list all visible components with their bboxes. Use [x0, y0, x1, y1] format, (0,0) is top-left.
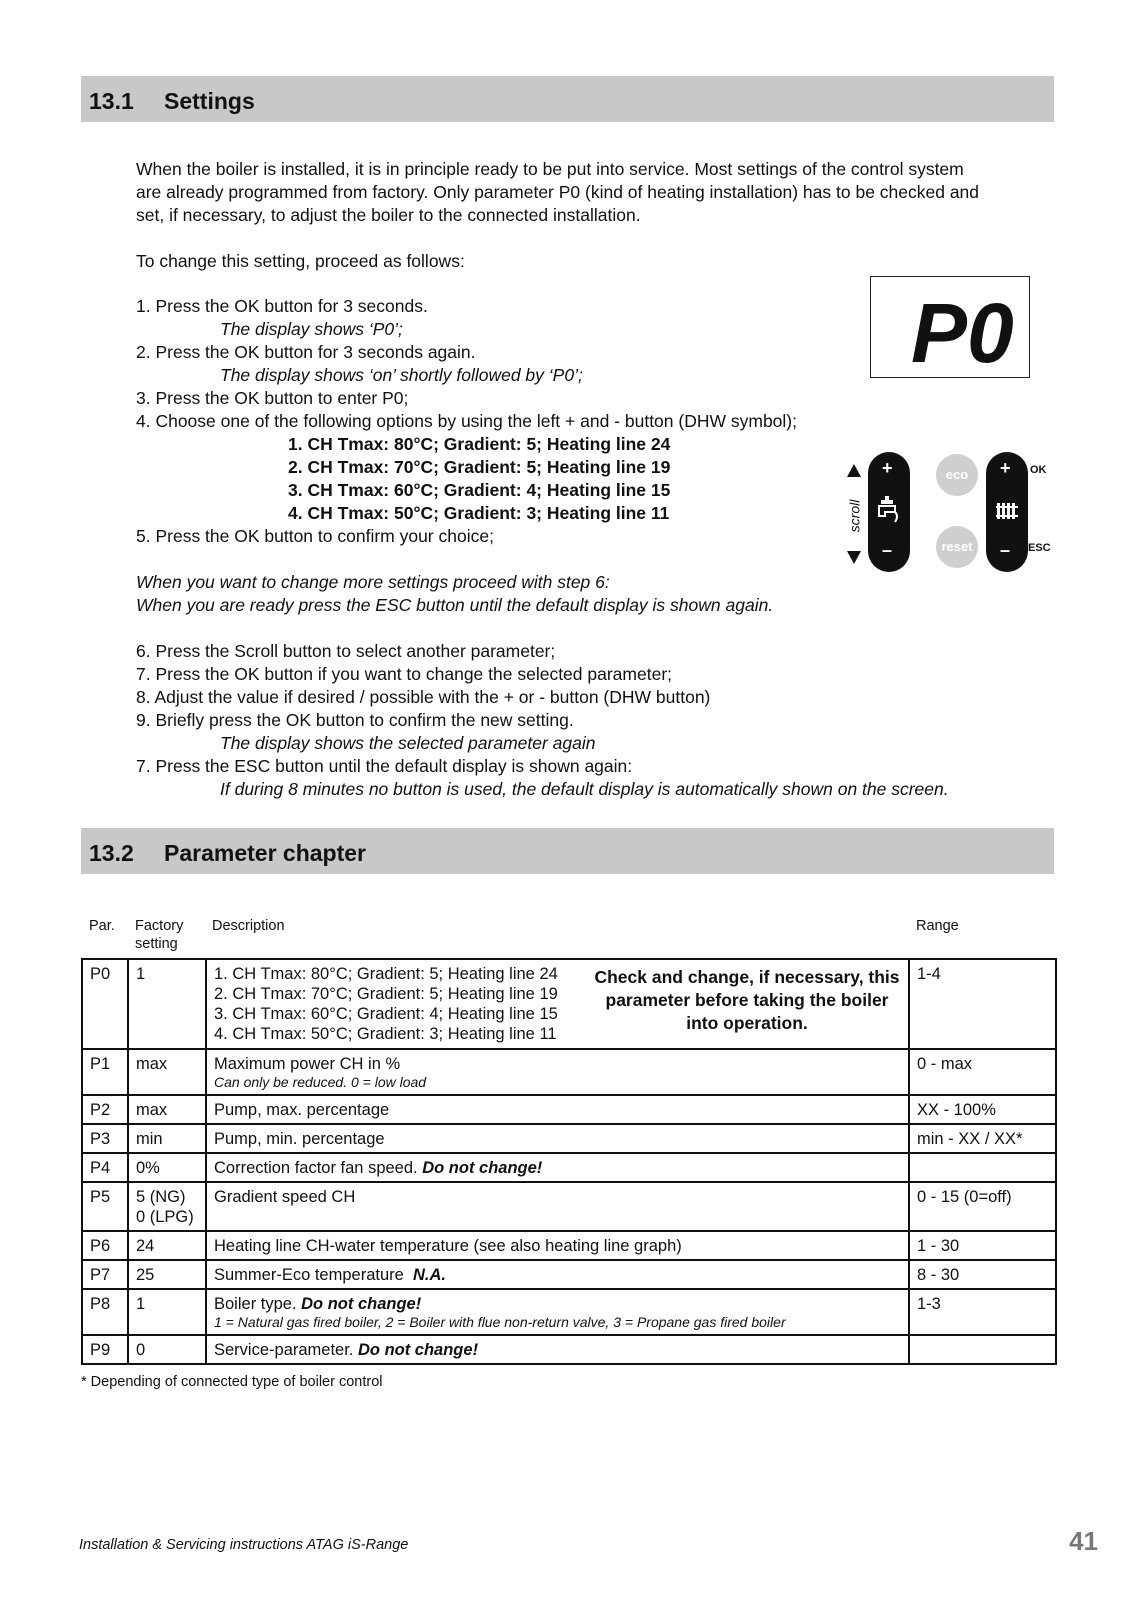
cell-factory: max — [128, 1049, 206, 1095]
dhw-minus-button[interactable]: – — [882, 540, 893, 560]
step-9-note: The display shows the selected parameter again — [220, 733, 596, 753]
description-text: Summer-Eco temperature — [214, 1266, 413, 1284]
description-warning: Do not change! — [301, 1295, 422, 1313]
cell-range: 8 - 30 — [909, 1260, 1056, 1289]
table-row — [82, 1049, 1056, 1095]
intro-line-3: set, if necessary, to adjust the boiler to the connected installation. — [136, 205, 641, 225]
description-subtext: 1 = Natural gas fired boiler, 2 = Boiler with flue non-return valve, 3 = Propane gas fired boiler — [214, 1314, 786, 1330]
cell-par: P6 — [82, 1231, 128, 1260]
step-9: 9. Briefly press the OK button to confirm the new setting. — [136, 710, 574, 730]
ch-button-pill[interactable] — [986, 452, 1028, 572]
intro-line-2: are already programmed from factory. Only parameter P0 (kind of heating installation) has to be checked and — [136, 182, 980, 202]
step-1: 1. Press the OK button for 3 seconds. — [136, 296, 428, 316]
cell-par: P3 — [82, 1124, 128, 1153]
scroll-label: scroll — [846, 499, 863, 533]
description-warning: Do not change! — [357, 1341, 479, 1359]
dhw-button-pill[interactable] — [868, 452, 910, 572]
cell-factory: 1 — [128, 1289, 206, 1335]
col-header-par: Par. — [89, 918, 115, 934]
description-warning: N.A. — [412, 1266, 446, 1284]
col-header-range: Range — [916, 918, 959, 934]
cell-factory: 0 — [128, 1335, 206, 1364]
lcd-display-graphic — [871, 277, 1028, 376]
cell-par: P4 — [82, 1153, 128, 1182]
step-7: 7. Press the OK button if you want to change the selected parameter; — [136, 664, 673, 684]
table-row — [82, 1231, 1056, 1260]
col-header-description: Description — [212, 918, 285, 934]
p0-option-4: 4. CH Tmax: 50°C; Gradient: 3; Heating line 11 — [214, 1025, 557, 1043]
radiator-icon — [995, 500, 1019, 522]
footer-text: Installation & Servicing instructions ATAG iS-Range — [79, 1537, 409, 1553]
esc-label: ESC — [1028, 542, 1051, 554]
ch-minus-button[interactable]: – — [1000, 540, 1011, 560]
cell-factory: 25 — [128, 1260, 206, 1289]
step-6: 6. Press the Scroll button to select another parameter; — [136, 641, 556, 661]
table-row — [82, 1124, 1056, 1153]
step-2-note: The display shows ‘on’ shortly followed by ‘P0’; — [220, 365, 583, 385]
factory-lpg: 0 (LPG) — [136, 1208, 194, 1226]
cell-range: 0 - max — [909, 1049, 1056, 1095]
step-4: 4. Choose one of the following options by using the left + and - button (DHW symbol); — [136, 411, 797, 431]
step-esc-note: If during 8 minutes no button is used, the default display is automatically shown on the screen. — [220, 779, 949, 799]
option-3: 3. CH Tmax: 60°C; Gradient: 4; Heating line 15 — [288, 480, 671, 500]
cell-par: P5 — [82, 1182, 128, 1231]
cell-description: Pump, min. percentage — [206, 1124, 909, 1153]
cell-factory: 1 — [128, 959, 206, 1049]
intro-line-1: When the boiler is installed, it is in principle ready to be put into service. Most settings of the control system — [136, 159, 964, 179]
cell-factory: min — [128, 1124, 206, 1153]
step-8: 8. Adjust the value if desired / possible with the + or - button (DHW button) — [136, 687, 711, 707]
cell-description — [206, 959, 909, 1049]
cell-description: Pump, max. percentage — [206, 1095, 909, 1124]
tap-icon — [877, 496, 901, 524]
cell-range: min - XX / XX* — [909, 1124, 1056, 1153]
cell-description: Gradient speed CH — [206, 1182, 909, 1231]
p0-option-2: 2. CH Tmax: 70°C; Gradient: 5; Heating line 19 — [214, 985, 558, 1003]
cell-factory: 24 — [128, 1231, 206, 1260]
eco-button[interactable]: eco — [936, 454, 978, 496]
step-esc: 7. Press the ESC button until the default display is shown again: — [136, 756, 633, 776]
section-number: 13.1 — [89, 88, 134, 114]
cell-description — [206, 1049, 909, 1095]
section-number: 13.2 — [89, 840, 134, 866]
description-text: Boiler type. — [214, 1295, 302, 1313]
cell-par: P1 — [82, 1049, 128, 1095]
table-row — [82, 959, 1056, 1049]
lcd-display-text: P0 — [911, 286, 1014, 376]
description-warning: Do not change! — [422, 1159, 543, 1177]
cell-description — [206, 1335, 909, 1364]
cell-description: Heating line CH-water temperature (see also heating line graph) — [206, 1231, 909, 1260]
description-text: Service-parameter. — [214, 1341, 358, 1359]
reset-button[interactable]: reset — [936, 526, 978, 568]
option-1: 1. CH Tmax: 80°C; Gradient: 5; Heating line 24 — [288, 434, 671, 454]
cell-factory — [128, 1182, 206, 1231]
cell-par: P8 — [82, 1289, 128, 1335]
cell-par: P2 — [82, 1095, 128, 1124]
description-subtext: Can only be reduced. 0 = low load — [214, 1074, 427, 1090]
option-4: 4. CH Tmax: 50°C; Gradient: 3; Heating line 11 — [288, 503, 670, 523]
parameter-table — [81, 958, 1057, 1365]
cell-description — [206, 1260, 909, 1289]
section-title: Settings — [164, 88, 255, 114]
footnote: * Depending of connected type of boiler control — [81, 1374, 383, 1390]
table-row — [82, 1335, 1056, 1364]
cell-range: 1-3 — [909, 1289, 1056, 1335]
cell-range — [909, 1153, 1056, 1182]
table-row — [82, 1182, 1056, 1231]
section-header-settings — [81, 76, 1054, 122]
p0-option-1: 1. CH Tmax: 80°C; Gradient: 5; Heating line 24 — [214, 965, 558, 983]
description-text: Maximum power CH in % — [214, 1055, 401, 1073]
cell-description — [206, 1153, 909, 1182]
option-2: 2. CH Tmax: 70°C; Gradient: 5; Heating line 19 — [288, 457, 671, 477]
ch-plus-button[interactable]: + — [1000, 458, 1011, 478]
factory-ng: 5 (NG) — [136, 1188, 186, 1206]
dhw-plus-button[interactable]: + — [882, 458, 893, 478]
step-2: 2. Press the OK button for 3 seconds again. — [136, 342, 476, 362]
cell-factory: max — [128, 1095, 206, 1124]
step-5: 5. Press the OK button to confirm your choice; — [136, 526, 494, 546]
control-panel — [846, 450, 1056, 575]
cell-range: 1 - 30 — [909, 1231, 1056, 1260]
cell-range: 0 - 15 (0=off) — [909, 1182, 1056, 1231]
step-3: 3. Press the OK button to enter P0; — [136, 388, 409, 408]
cell-factory: 0% — [128, 1153, 206, 1182]
cell-range: 1-4 — [909, 959, 1056, 1049]
lcd-display — [870, 276, 1030, 378]
p0-callout: Check and change, if necessary, this parameter before taking the boiler into operation. — [594, 967, 900, 1033]
table-row — [82, 1260, 1056, 1289]
cell-range: XX - 100% — [909, 1095, 1056, 1124]
table-row — [82, 1153, 1056, 1182]
table-row — [82, 1289, 1056, 1335]
note-more-settings: When you want to change more settings proceed with step 6: — [136, 572, 610, 592]
change-intro: To change this setting, proceed as follows: — [136, 251, 465, 271]
page-number: 41 — [1069, 1526, 1098, 1556]
section-title: Parameter chapter — [164, 840, 366, 866]
cell-par: P7 — [82, 1260, 128, 1289]
step-1-note: The display shows ‘P0’; — [220, 319, 403, 339]
cell-par: P0 — [82, 959, 128, 1049]
cell-range — [909, 1335, 1056, 1364]
table-row — [82, 1095, 1056, 1124]
ok-label: OK — [1030, 464, 1047, 476]
cell-par: P9 — [82, 1335, 128, 1364]
section-header-parameters — [81, 828, 1054, 874]
description-text: Correction factor fan speed. — [214, 1159, 423, 1177]
cell-description — [206, 1289, 909, 1335]
col-header-factory: Factory setting — [135, 918, 184, 952]
p0-option-3: 3. CH Tmax: 60°C; Gradient: 4; Heating line 15 — [214, 1005, 558, 1023]
note-ready: When you are ready press the ESC button until the default display is shown again. — [136, 595, 774, 615]
